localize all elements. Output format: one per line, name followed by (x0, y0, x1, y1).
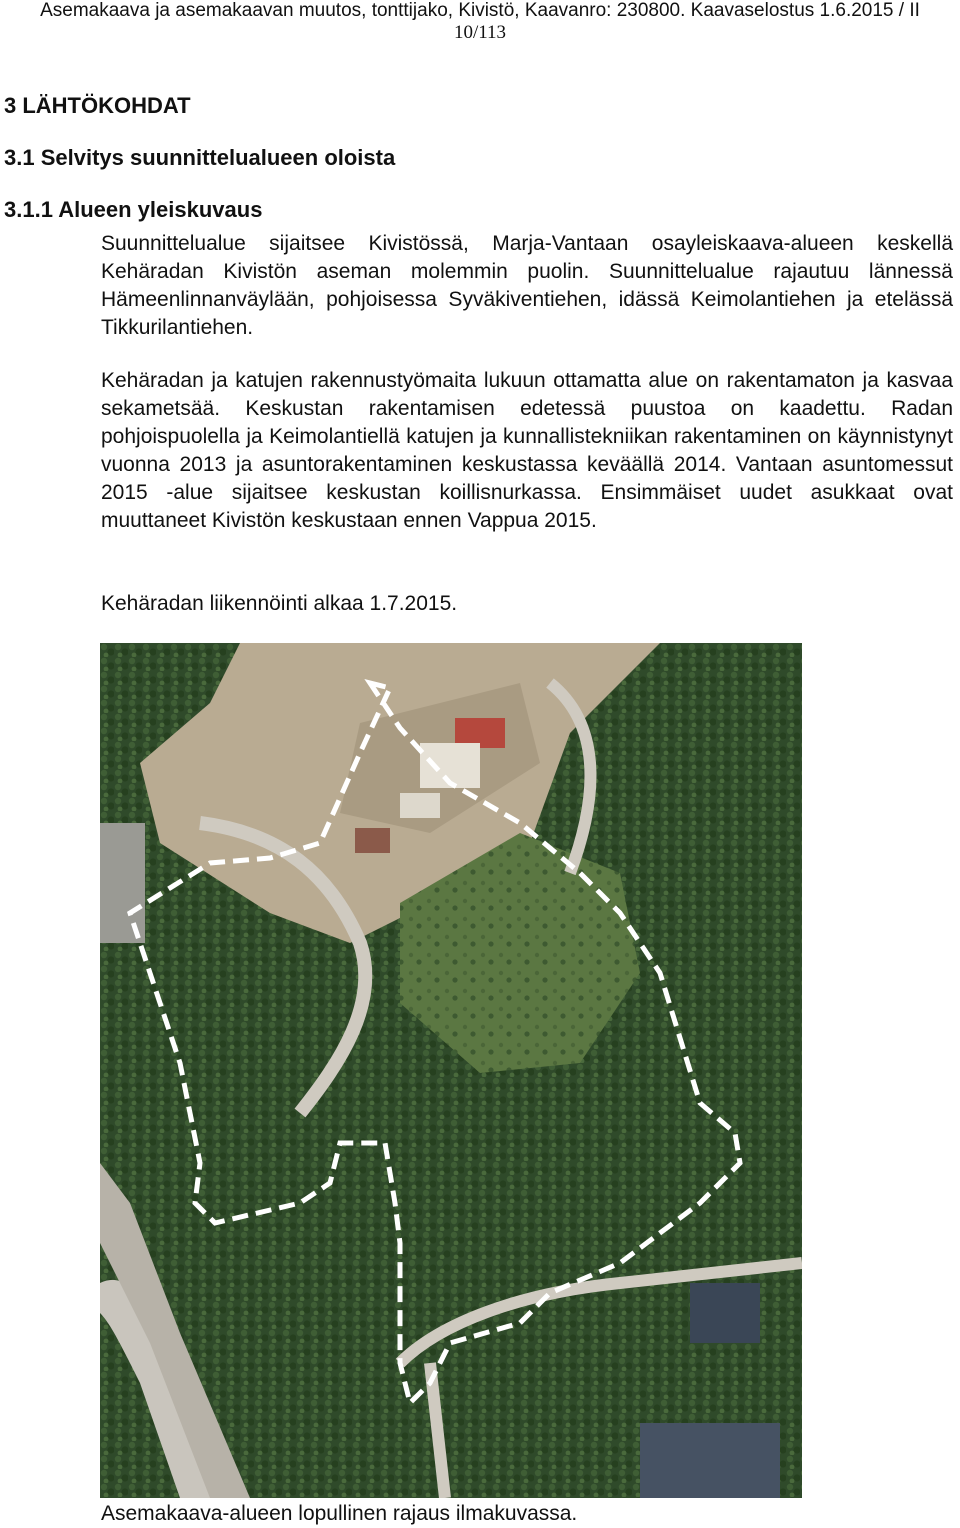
page-number: 10/113 (453, 22, 507, 43)
figure-caption: Asemakaava-alueen lopullinen rajaus ilmakuvassa. (101, 1502, 578, 1525)
aerial-photo (100, 643, 802, 1498)
section-heading: 3.1 Selvitys suunnittelualueen oloista (4, 145, 396, 170)
subsection-heading: 3.1.1 Alueen yleiskuvaus (4, 197, 263, 222)
paragraph-rail-opening: Kehäradan liikennöinti alkaa 1.7.2015. (101, 592, 458, 615)
running-header: Asemakaava ja asemakaavan muutos, tonttijako, Kivistö, Kaavanro: 230800. Kaavaselostus 1.6.2015 / II (40, 0, 920, 21)
chapter-heading: 3 LÄHTÖKOHDAT (4, 93, 191, 118)
paragraph-area-overview: Suunnittelualue sijaitsee Kivistössä, Marja-Vantaan osayleiskaava-alueen keskellä Kehäradan Kivistön aseman molemmin puolin. Suunnittelualue rajautuu lännessä Hämeenlinnanväylään, pohjoisessa Syväkiventiehen, idässä Keimolantiehen ja etelässä Tikkurilantiehen. (101, 232, 953, 339)
paragraph-current-state: Kehäradan ja katujen rakennustyömaita lukuun ottamatta alue on rakentamaton ja kasvaa sekametsää. Keskustan rakentamisen edetessä puustoa on kaadettu. Radan pohjoispuolella ja Keimolantiellä katujen ja kunnallistekniikan rakentaminen on käynnistynyt vuonna 2013 ja asuntorakentaminen keskustassa keväällä 2014. Vantaan asuntomessut 2015 -alue sijaitsee keskustan koillisnurkassa. Ensimmäiset uudet asukkaat ovat muuttaneet Kivistön keskustaan ennen Vappua 2015. (101, 369, 953, 532)
